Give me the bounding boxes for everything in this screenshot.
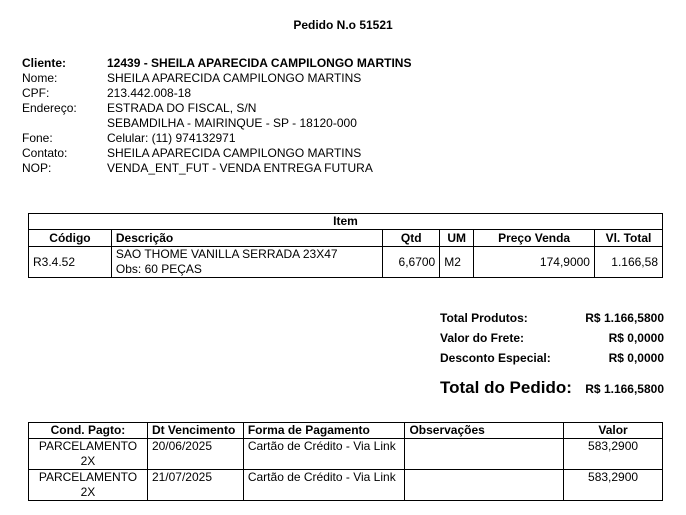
customer-info bbox=[22, 56, 411, 176]
payments-table bbox=[28, 422, 663, 501]
payment-obs bbox=[405, 470, 564, 501]
payment-forma: Cartão de Crédito - Via Link bbox=[243, 470, 405, 501]
items-column-headers bbox=[29, 230, 663, 247]
customer-label: NOP: bbox=[22, 161, 52, 175]
customer-label: Nome: bbox=[22, 71, 58, 85]
payment-valor: 583,2900 bbox=[564, 439, 663, 470]
payment-cond: PARCELAMENTO 2X bbox=[29, 470, 148, 501]
item-preco: 174,9000 bbox=[474, 247, 595, 278]
column-header-qtd: Qtd bbox=[383, 230, 440, 247]
table-row bbox=[29, 439, 663, 470]
customer-row-endereco bbox=[22, 101, 411, 116]
customer-row-nome bbox=[22, 71, 411, 86]
customer-label: Endereço: bbox=[22, 101, 77, 115]
column-header-forma: Forma de Pagamento bbox=[243, 423, 405, 439]
item-descricao-text: SAO THOME VANILLA SERRADA 23X47 bbox=[115, 247, 338, 261]
payment-forma: Cartão de Crédito - Via Link bbox=[243, 439, 405, 470]
customer-label: Cliente: bbox=[22, 56, 67, 70]
payment-vencimento: 21/07/2025 bbox=[147, 470, 243, 501]
item-codigo: R3.4.52 bbox=[29, 247, 112, 278]
item-um: M2 bbox=[440, 247, 474, 278]
items-section-header bbox=[29, 214, 663, 230]
payment-cond: PARCELAMENTO 2X bbox=[29, 439, 148, 470]
item-obs: Obs: 60 PEÇAS bbox=[115, 262, 202, 276]
column-header-valor: Valor bbox=[564, 423, 663, 439]
payments-column-headers bbox=[29, 423, 663, 439]
table-row bbox=[29, 247, 663, 278]
table-row bbox=[29, 470, 663, 501]
total-value: R$ 1.166,5800 bbox=[585, 382, 664, 396]
payment-valor: 583,2900 bbox=[564, 470, 663, 501]
column-header-um: UM bbox=[440, 230, 474, 247]
column-header-observacoes: Observações bbox=[405, 423, 564, 439]
total-label: Total Produtos: bbox=[440, 311, 528, 325]
column-header-preco: Preço Venda bbox=[474, 230, 595, 247]
item-total: 1.166,58 bbox=[594, 247, 662, 278]
customer-value: SHEILA APARECIDA CAMPILONGO MARTINS bbox=[107, 71, 362, 85]
payment-obs bbox=[405, 439, 564, 470]
order-title: Pedido N.o 51521 bbox=[293, 18, 393, 32]
customer-value: 12439 - SHEILA APARECIDA CAMPILONGO MARTINS bbox=[107, 56, 412, 70]
customer-value: 213.442.008-18 bbox=[107, 86, 192, 100]
desconto-especial bbox=[440, 348, 664, 368]
column-header-vencimento: Dt Vencimento bbox=[147, 423, 243, 439]
column-header-total: Vl. Total bbox=[594, 230, 662, 247]
total-label: Total do Pedido: bbox=[440, 378, 572, 397]
customer-label bbox=[22, 116, 107, 131]
total-value: R$ 1.166,5800 bbox=[585, 311, 664, 325]
total-produtos bbox=[440, 308, 664, 328]
total-label: Desconto Especial: bbox=[440, 351, 551, 365]
customer-row-cliente bbox=[22, 56, 411, 71]
total-value: R$ 0,0000 bbox=[608, 331, 664, 345]
column-header-descricao: Descrição bbox=[111, 230, 382, 247]
customer-row-contato bbox=[22, 146, 411, 161]
customer-value: ESTRADA DO FISCAL, S/N bbox=[107, 101, 257, 115]
customer-label: CPF: bbox=[22, 86, 50, 100]
items-table bbox=[28, 213, 663, 278]
total-value: R$ 0,0000 bbox=[608, 351, 664, 365]
customer-row-cpf bbox=[22, 86, 411, 101]
customer-row-endereco-2 bbox=[22, 116, 411, 131]
customer-label: Contato: bbox=[22, 146, 68, 160]
customer-label: Fone: bbox=[22, 131, 53, 145]
item-descricao bbox=[111, 247, 382, 278]
payment-vencimento: 20/06/2025 bbox=[147, 439, 243, 470]
column-header-codigo: Código bbox=[29, 230, 112, 247]
total-pedido bbox=[440, 373, 664, 403]
items-section-title: Item bbox=[29, 214, 663, 230]
column-header-cond: Cond. Pagto: bbox=[29, 423, 148, 439]
customer-value: SEBAMDILHA - MAIRINQUE - SP - 18120-000 bbox=[107, 116, 357, 130]
valor-frete bbox=[440, 328, 664, 348]
customer-value: Celular: (11) 974132971 bbox=[107, 131, 236, 145]
customer-value: VENDA_ENT_FUT - VENDA ENTREGA FUTURA bbox=[107, 161, 373, 175]
customer-row-fone bbox=[22, 131, 411, 146]
customer-value: SHEILA APARECIDA CAMPILONGO MARTINS bbox=[107, 146, 362, 160]
customer-row-nop bbox=[22, 161, 411, 176]
total-label: Valor do Frete: bbox=[440, 331, 525, 345]
item-qtd: 6,6700 bbox=[383, 247, 440, 278]
order-totals bbox=[440, 308, 664, 403]
